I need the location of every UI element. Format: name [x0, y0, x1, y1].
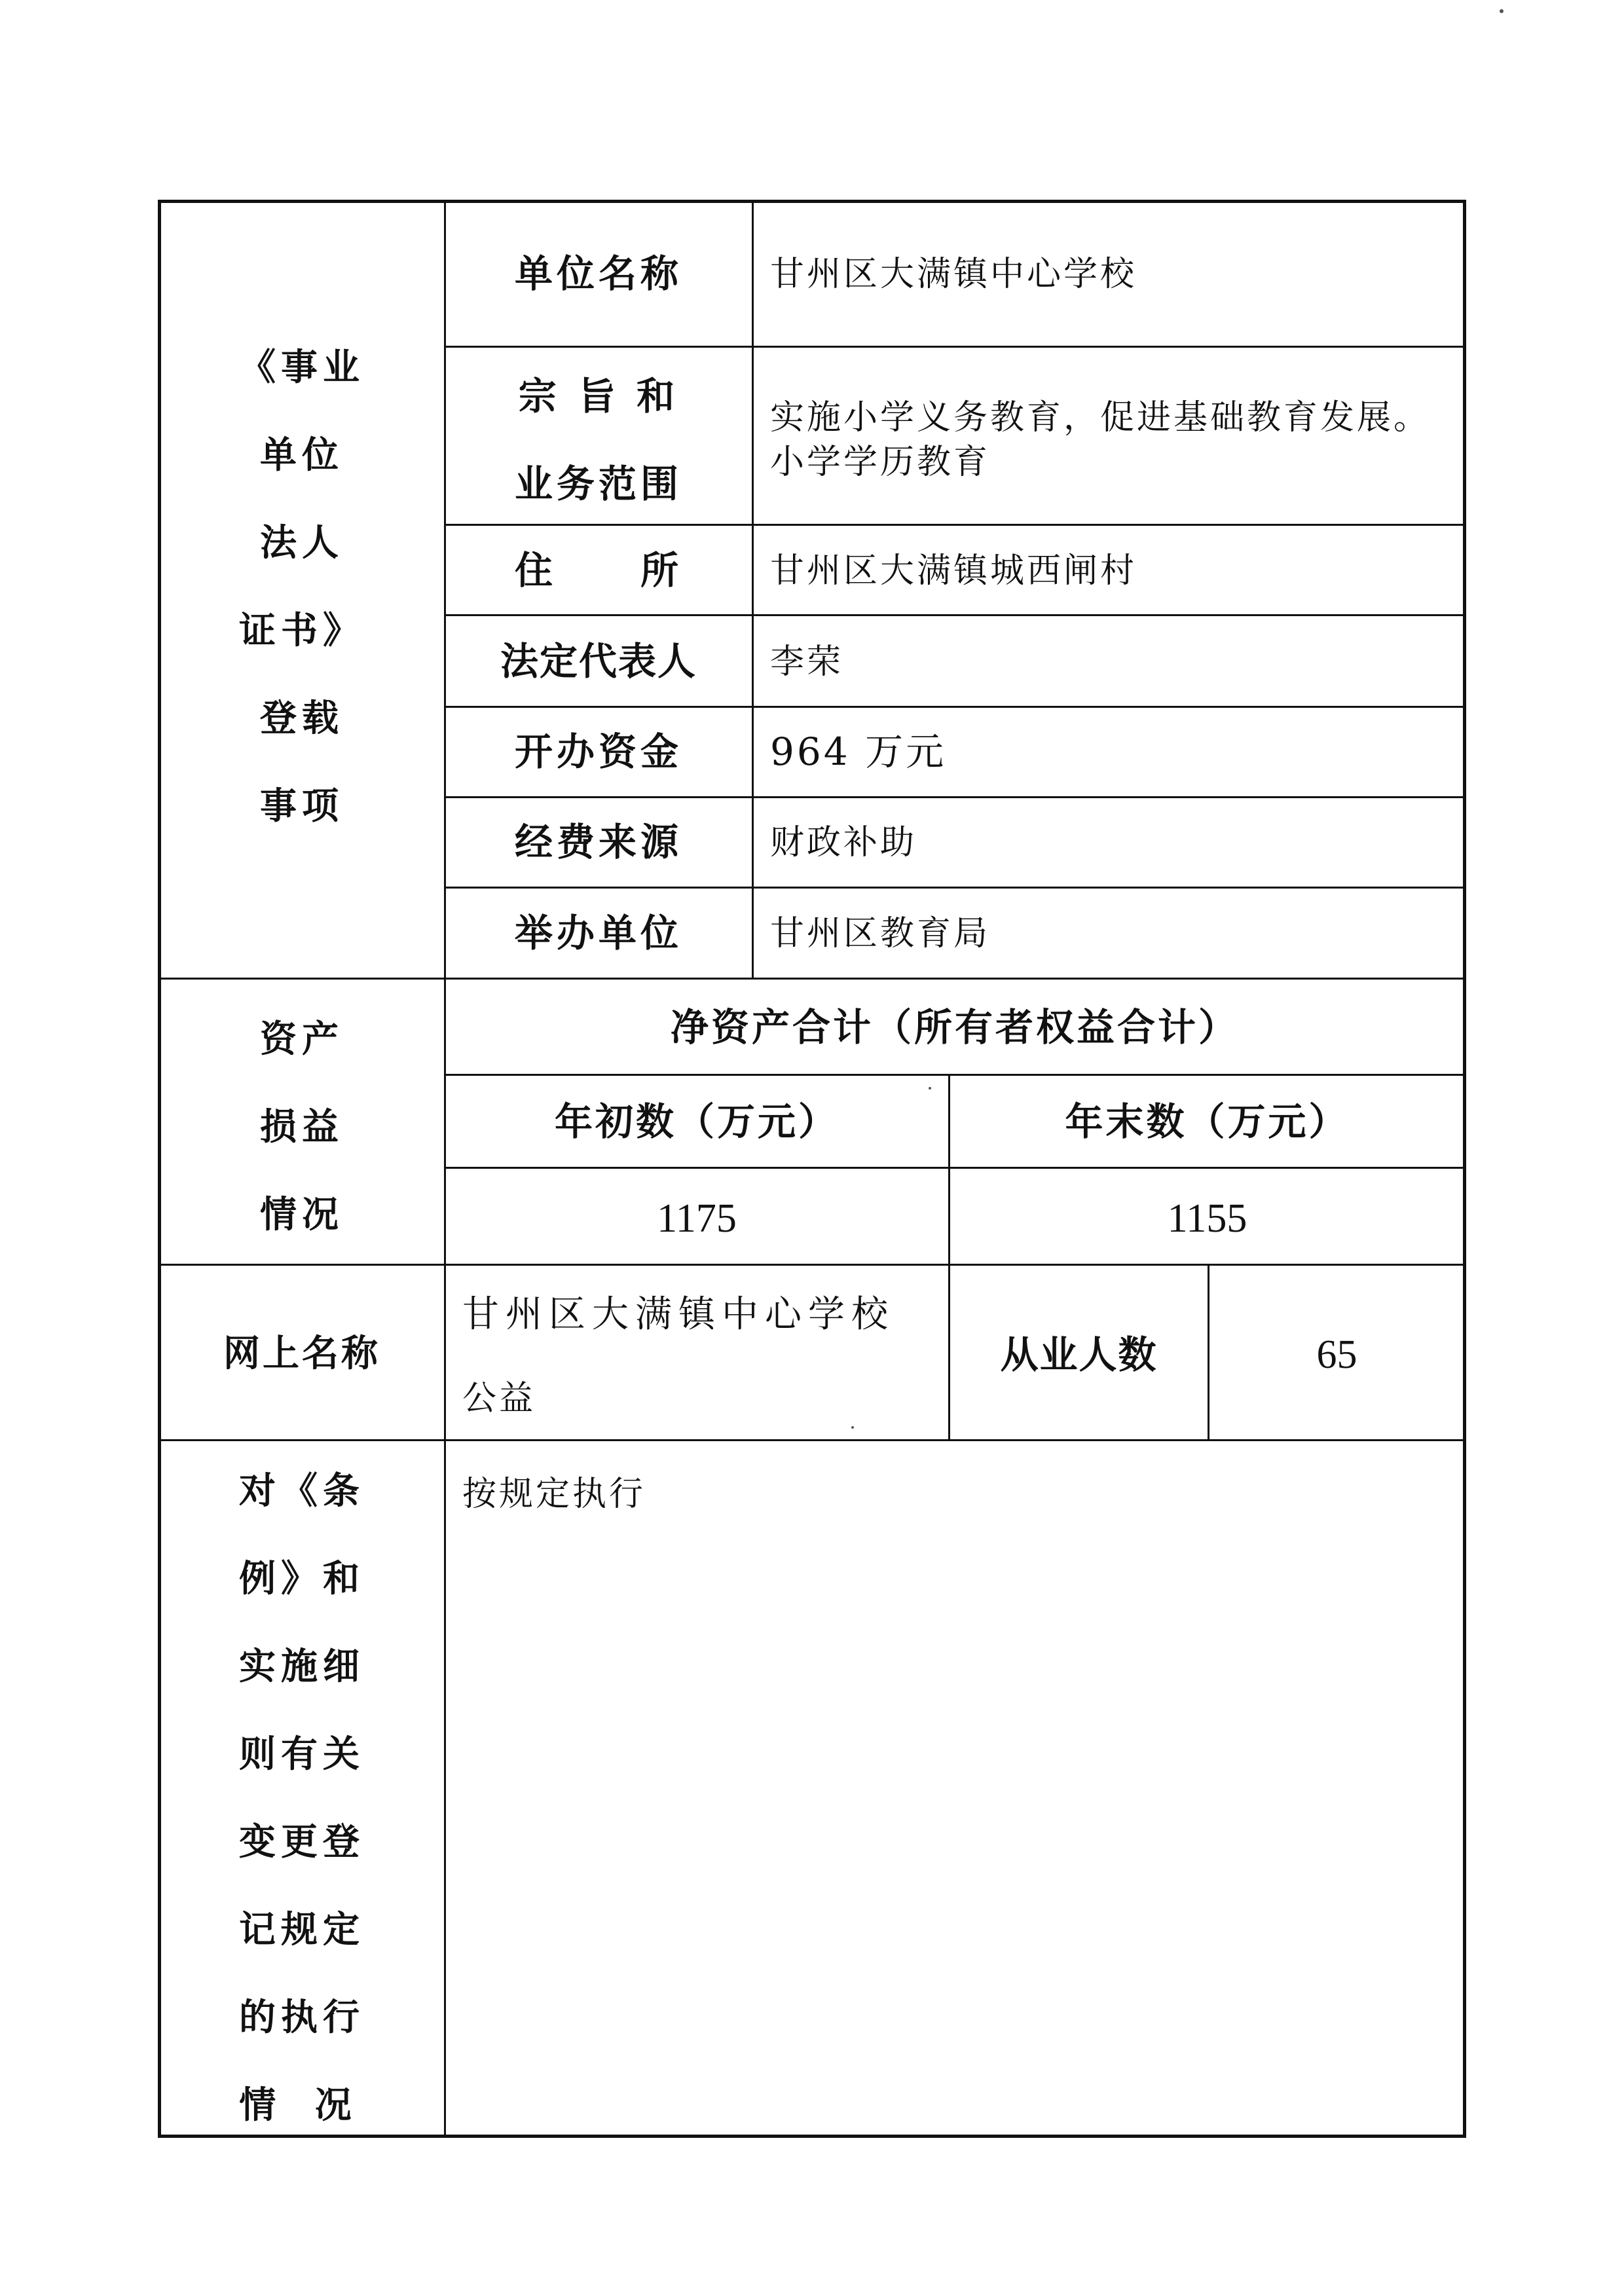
staff-count-value: 65: [1316, 1332, 1357, 1377]
unit-name-label: 单位名称: [514, 251, 682, 296]
divider-label-column: [752, 202, 754, 979]
side-line: 事项: [260, 785, 344, 828]
funding-label: 经费来源: [514, 820, 682, 864]
side-line: 资产: [260, 1018, 344, 1061]
purpose-value-line1: 实施小学义务教育，促进基础教育发展。: [770, 398, 1431, 437]
sponsor-value: 甘州区教育局: [770, 914, 991, 953]
online-name-line2: 公益: [462, 1379, 536, 1418]
side-line: 变更登: [239, 1821, 365, 1864]
purpose-label-line1: 宗 旨 和: [518, 374, 679, 418]
legal-rep-label: 法定代表人: [500, 639, 697, 684]
purpose-value-line2: 小学学历教育: [770, 443, 991, 482]
side-line: 情 况: [239, 2084, 365, 2127]
online-name-label: 网上名称: [223, 1332, 380, 1375]
scan-speck: [851, 1426, 854, 1429]
purpose-label-line2: 业务范围: [514, 462, 682, 506]
address-label: 住 所: [514, 548, 682, 593]
row-line-3: [445, 614, 1464, 616]
net-assets-header: 净资产合计（所有者权益合计）: [670, 1005, 1239, 1050]
scan-speck: [1500, 9, 1504, 13]
sponsor-label: 举办单位: [514, 911, 682, 955]
section-line-assets: [160, 978, 1464, 980]
row-line-5: [445, 796, 1464, 798]
side-line: 则有关: [239, 1733, 365, 1776]
scan-speck: [929, 1087, 931, 1090]
begin-label: 年初数（万元）: [554, 1099, 839, 1144]
side-line: 的执行: [239, 1996, 365, 2039]
legal-rep-value: 李荣: [770, 642, 844, 682]
funding-value: 财政补助: [770, 823, 917, 862]
side-line: 法人: [260, 522, 344, 564]
row-line-4: [445, 706, 1464, 708]
row-line-1: [445, 346, 1464, 348]
staff-count-label: 从业人数: [1000, 1332, 1158, 1377]
side-line: 实施细: [239, 1645, 365, 1688]
side-line: 对《条: [239, 1470, 365, 1513]
end-label: 年末数（万元）: [1065, 1099, 1350, 1144]
address-value: 甘州区大满镇城西闸村: [770, 551, 1137, 591]
side-line: 损益: [260, 1106, 344, 1148]
side-line: 情况: [260, 1194, 344, 1236]
section-line-compliance: [160, 1439, 1464, 1441]
online-name-line1: 甘州区大满镇中心学校: [462, 1293, 895, 1336]
side-line: 证书》: [239, 610, 365, 652]
capital-label: 开办资金: [514, 729, 682, 774]
capital-value: 964 万元: [770, 729, 947, 774]
row-line-2: [445, 524, 1464, 526]
compliance-value: 按规定执行: [462, 1475, 646, 1514]
asset-header-line: [445, 1074, 1464, 1076]
side-line: 记规定: [239, 1909, 365, 1951]
asset-subheader-line: [445, 1167, 1464, 1169]
side-line: 单位: [260, 434, 344, 477]
section-line-online: [160, 1264, 1464, 1266]
side-line: 登载: [260, 697, 344, 740]
begin-value: 1175: [657, 1196, 737, 1241]
row-line-6: [445, 887, 1464, 889]
side-line: 《事业: [239, 346, 365, 389]
side-line: 例》和: [239, 1558, 365, 1600]
unit-name-value: 甘州区大满镇中心学校: [770, 255, 1137, 294]
end-value: 1155: [1167, 1196, 1247, 1241]
